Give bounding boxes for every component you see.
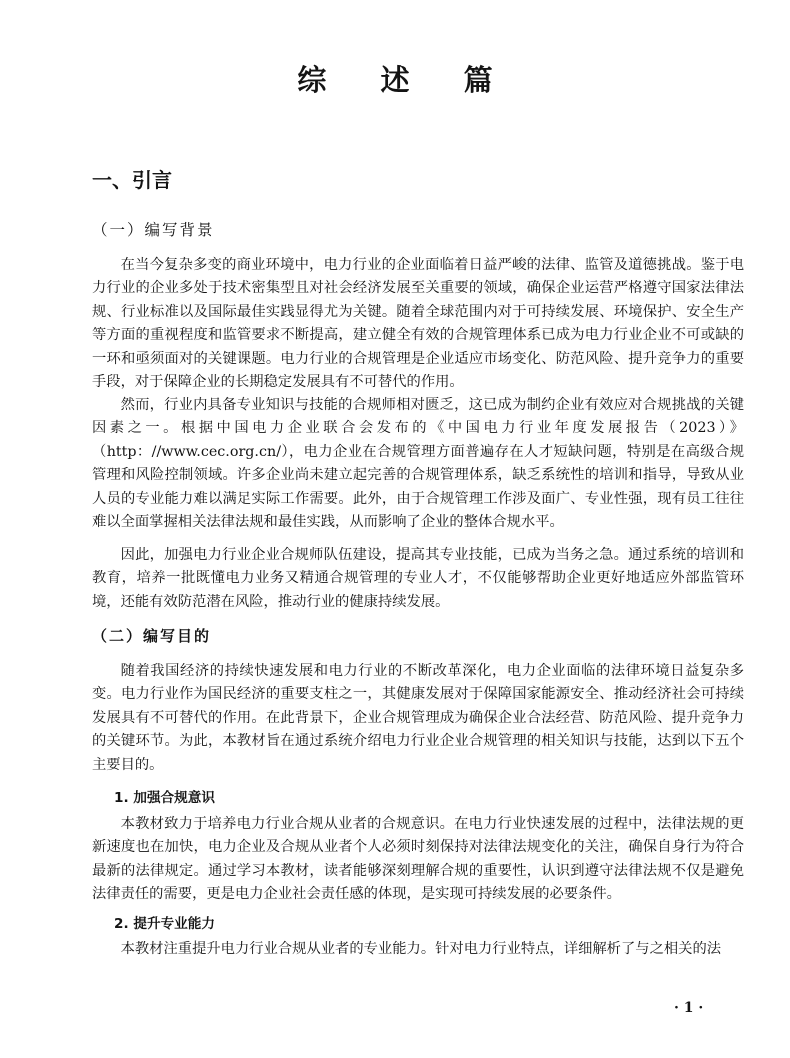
section-heading-introduction: 一、引言 — [92, 168, 172, 192]
item-heading-professional-ability: 2. 提升专业能力 — [114, 916, 215, 932]
item-heading-compliance-awareness: 1. 加强合规意识 — [114, 790, 215, 806]
subsection-heading-background: （一）编写背景 — [92, 221, 215, 239]
paragraph-background-2: 然而，行业内具备专业知识与技能的合规师相对匮乏，这已成为制约企业有效应对合规挑战的关键因素之一。根据中国电力企业联合会发布的《中国电力行业年度发展报告（2023）》（http：//www.cec.org.cn/），电力企业在合规管理方面普遍存在人才短缺问题，特别是在高级合规管理和风险控制领域。许多企业尚未建立起完善的合规管理体系，缺乏系统性的培训和指导，导致从业人员的专业能力难以满足实际工作需要。此外，由于合规管理工作涉及面广、专业性强，现有员工往往难以全面掌握相关法律法规和最佳实践，从而影响了企业的整体合规水平。 — [92, 397, 744, 531]
item-text-professional-ability: 本教材注重提升电力行业合规从业者的专业能力。针对电力行业特点，详细解析了与之相关的法 — [120, 941, 722, 957]
paragraph-background-3: 因此，加强电力行业企业合规师队伍建设，提高其专业技能，已成为当务之急。通过系统的培训和教育，培养一批既懂电力业务又精通合规管理的专业人才，不仅能够帮助企业更好地适应外部监管环境，还能有效防范潜在风险，推动行业的健康持续发展。 — [92, 547, 744, 610]
page-number: · 1 · — [674, 1000, 704, 1016]
subsection-heading-purpose: （二）编写目的 — [92, 627, 212, 645]
paragraph-purpose: 随着我国经济的持续快速发展和电力行业的不断改革深化，电力企业面临的法律环境日益复杂多变。电力行业作为国民经济的重要支柱之一，其健康发展对于保障国家能源安全、推动经济社会可持续发展具有不可替代的作用。在此背景下，企业合规管理成为确保企业合法经营、防范风险、提升竞争力的关键环节。为此，本教材旨在通过系统介绍电力行业企业合规管理的相关知识与技能，达到以下五个主要目的。 — [92, 663, 744, 773]
item-text-compliance-awareness: 本教材致力于培养电力行业合规从业者的合规意识。在电力行业快速发展的过程中，法律法规的更新速度也在加快，电力企业及合规从业者个人必须时刻保持对法律法规变化的关注，确保自身行为符合最新的法律规定。通过学习本教材，读者能够深刻理解合规的重要性，认识到遵守法律法规不仅是避免法律责任的需要，更是电力企业社会责任感的体现，是实现可持续发展的必要条件。 — [92, 816, 744, 903]
page-title: 综 述 篇 — [297, 63, 515, 97]
paragraph-background-1: 在当今复杂多变的商业环境中，电力行业的企业面临着日益严峻的法律、监管及道德挑战。鉴于电力行业的企业多处于技术密集型且对社会经济发展至关重要的领域，确保企业运营严格遵守国家法律法规、行业标准以及国际最佳实践显得尤为关键。随着全球范围内对于可持续发展、环境保护、安全生产等方面的重视程度和监管要求不断提高，建立健全有效的合规管理体系已成为电力行业企业不可或缺的一环和亟须面对的关键课题。电力行业的合规管理是企业适应市场变化、防范风险、提升竞争力的重要手段，对于保障企业的长期稳定发展具有不可替代的作用。 — [92, 257, 744, 391]
